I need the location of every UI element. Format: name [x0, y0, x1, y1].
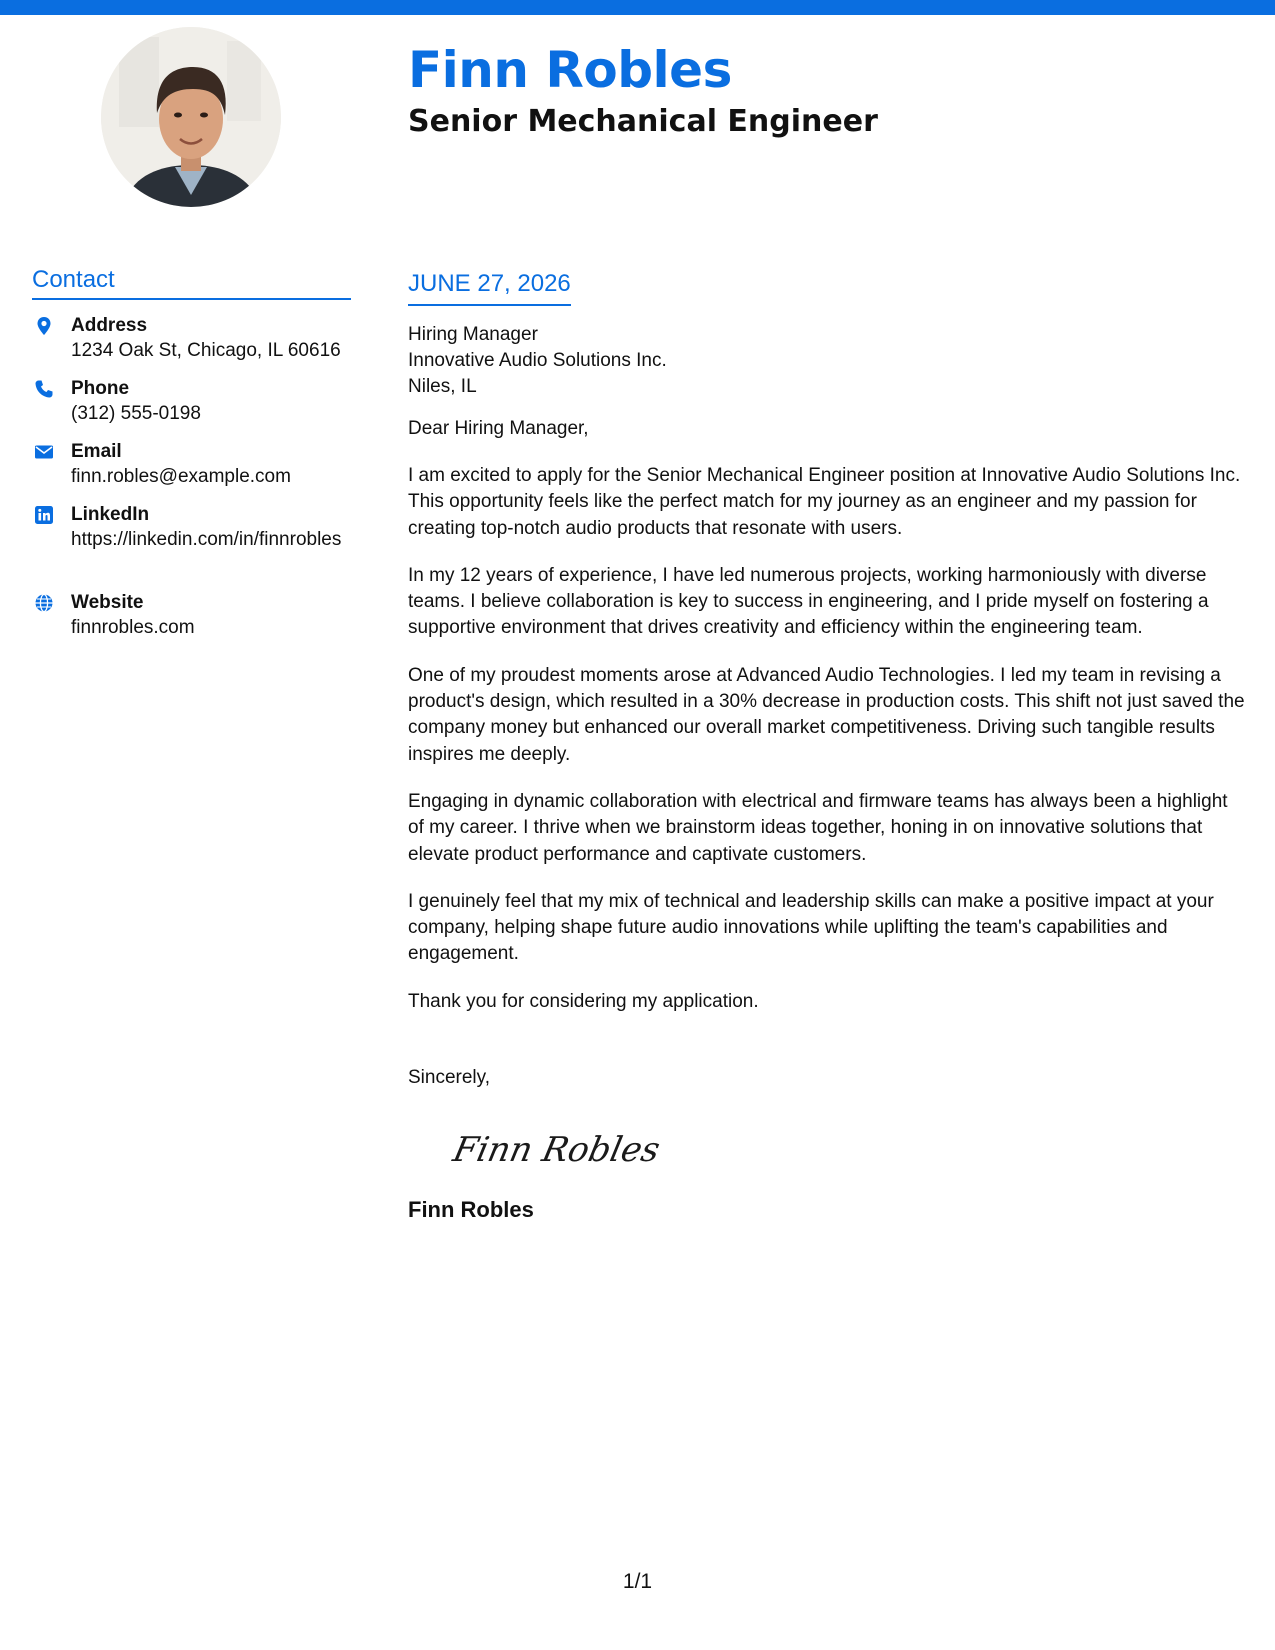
signed-name: Finn Robles [408, 1197, 534, 1223]
job-title: Senior Mechanical Engineer [408, 104, 878, 139]
cover-letter [408, 268, 1248, 1225]
handwritten-signature [448, 1121, 678, 1177]
contact-item-phone [32, 376, 351, 426]
body-paragraph: Thank you for considering my application. [408, 990, 759, 1012]
envelope-icon [34, 442, 54, 462]
applicant-name: Finn Robles [408, 41, 732, 99]
website-link[interactable]: finnrobles.com [71, 617, 195, 638]
globe-icon [34, 593, 54, 613]
signature-text: Finn Robles [449, 1130, 664, 1170]
contact-heading: Contact [32, 264, 351, 300]
address-label: Address [71, 315, 148, 336]
top-accent-bar [0, 0, 1275, 15]
body-paragraph: I am excited to apply for the Senior Mechanical Engineer position at Innovative Audio Solutions Inc. This opportunity feels like the perfect match for my journey as an engineer and my passion for creating top-notch audio products that resonate with users. [408, 465, 1241, 539]
avatar [101, 27, 281, 207]
phone-value[interactable]: (312) 555-0198 [71, 403, 201, 424]
linkedin-link[interactable]: https://linkedin.com/in/finnrobles [71, 529, 342, 550]
contact-list [32, 313, 351, 640]
phone-icon [34, 379, 54, 399]
letter-date: JUNE 27, 2026 [408, 268, 571, 306]
contact-item-linkedin [32, 502, 351, 577]
recipient-block [408, 322, 1248, 400]
website-label: Website [71, 592, 144, 613]
body-paragraph: Engaging in dynamic collaboration with electrical and firmware teams has always been a highlight of my career. I thrive when we brainstorm ideas together, honing in on innovative solutions that elevate product performance and captivate customers. [408, 790, 1228, 865]
recipient-name: Hiring Manager [408, 324, 538, 345]
portrait-photo [101, 27, 281, 207]
recipient-location: Niles, IL [408, 376, 477, 397]
email-link[interactable]: finn.robles@example.com [71, 466, 291, 487]
contact-sidebar [32, 264, 351, 653]
body-paragraph: In my 12 years of experience, I have led numerous projects, working harmoniously with diverse teams. I believe collaboration is key to success in engineering, and I pride myself on fostering a supportive environment that drives creativity and efficiency within the engineering team. [408, 564, 1209, 639]
closing: Sincerely, [408, 1067, 491, 1089]
email-label: Email [71, 441, 122, 462]
body-paragraph: One of my proudest moments arose at Advanced Audio Technologies. I led my team in revising a product's design, which resulted in a 30% decrease in production costs. This shift not just saved the company money but enhanced our overall market competitiveness. Driving such tangible results inspires me deeply. [408, 664, 1245, 765]
contact-item-address [32, 313, 351, 363]
contact-item-website [32, 590, 351, 640]
body-paragraph: I genuinely feel that my mix of technical and leadership skills can make a positive impact at your company, helping shape future audio innovations while uplifting the team's capabilities and engagement. [408, 890, 1214, 965]
address-value: 1234 Oak St, Chicago, IL 60616 [71, 340, 341, 361]
salutation: Dear Hiring Manager, [408, 418, 589, 439]
contact-item-email [32, 439, 351, 489]
linkedin-icon [34, 505, 54, 525]
phone-label: Phone [71, 378, 130, 399]
linkedin-label: LinkedIn [71, 504, 150, 525]
page-number: 1/1 [622, 1570, 653, 1593]
recipient-company: Innovative Audio Solutions Inc. [408, 350, 667, 371]
map-pin-icon [34, 316, 54, 336]
